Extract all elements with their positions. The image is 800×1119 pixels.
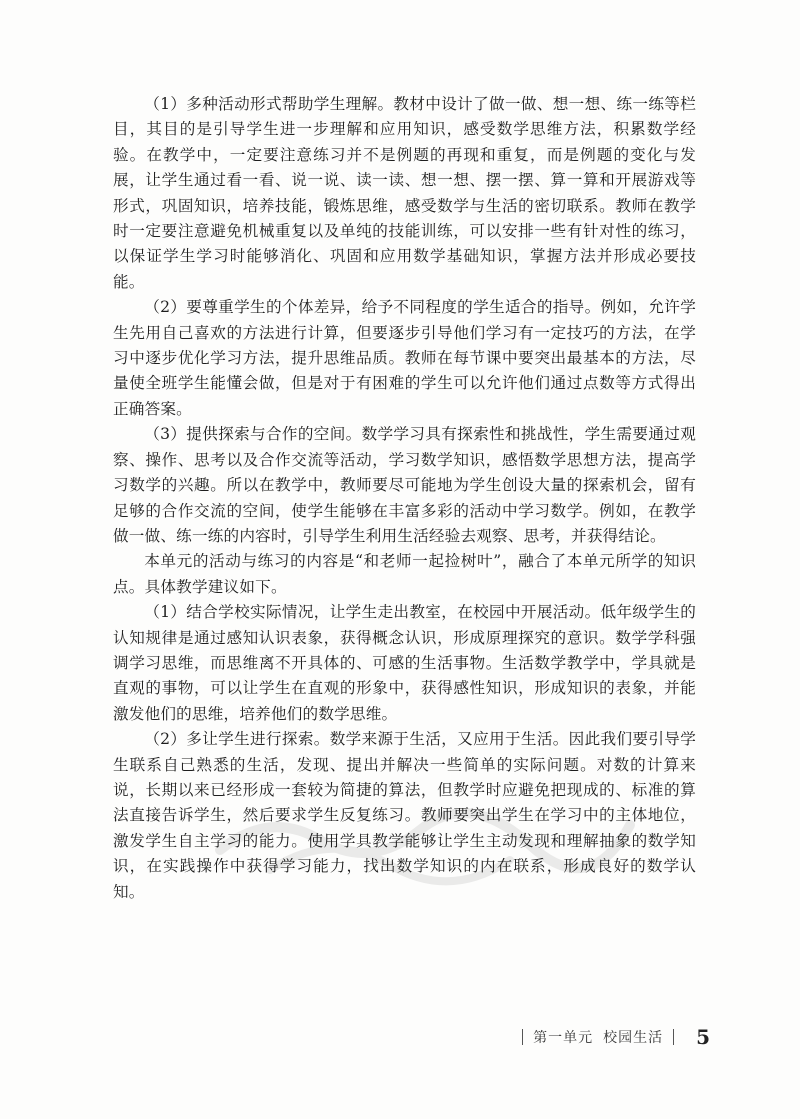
footer-divider-left [522, 1029, 523, 1045]
paragraph-exploration-space: （3）提供探索与合作的空间。数学学习具有探索性和挑战性，学生需要通过观察、操作、思考以及合作交流等活动，学习数学知识，感悟数学思想方法，提高学习数学的兴趣。所以在教学中，教师要尽可能地为学生创设大量的探索机会，留有足够的合作交流的空间，使学生能够在丰富多彩的活动中学习数学。例如，在教学做一做、练一练的内容时，引导学生利用生活经验去观察、思考，并获得结论。 [113, 425, 696, 545]
paragraph-student-exploration: （2）多让学生进行探索。数学来源于生活，又应用于生活。因此我们要引导学生联系自己熟悉的生活，发现、提出并解决一些简单的实际问题。对数的计算来说，长期以来已经形成一套较为简捷的算法，但教学时应避免把现成的、标准的算法直接告诉学生，然后要求学生反复练习。教师要突出学生在学习中的主体地位，激发学生自主学习的能力。使用学具教学能够让学生主动发现和理解抽象的数学知识，在实践操作中获得学习能力，找出数学知识的内在联系，形成良好的数学认知。 [113, 730, 696, 901]
page-number: 5 [696, 1025, 710, 1049]
body-text [113, 92, 696, 905]
paragraph-unit-activity-intro: 本单元的活动与练习的内容是“和老师一起捡树叶”，融合了本单元所学的知识点。具体教学建议如下。 [113, 552, 696, 596]
paragraph-outdoor-activity: （1）结合学校实际情况，让学生走出教室，在校园中开展活动。低年级学生的认知规律是通过感知认识表象，获得概念认识，形成原理探究的意识。数学学科强调学习思维，而思维离不开具体的、可感的生活事物。生活数学教学中，学具就是直观的事物，可以让学生在直观的形象中，获得感性知识，形成知识的表象，并能激发他们的思维，培养他们的数学思维。 [113, 603, 696, 723]
footer-divider-right [673, 1029, 674, 1045]
paragraph-individual-differences: （2）要尊重学生的个体差异，给予不同程度的学生适合的指导。例如，允许学生先用自己喜欢的方法进行计算，但要逐步引导他们学习有一定技巧的方法，在学习中逐步优化学习方法，提升思维品质。教师在每节课中要突出最基本的方法，尽量使全班学生能懂会做，但是对于有困难的学生可以允许他们通过点数等方式得出正确答案。 [113, 298, 696, 418]
footer-unit-label: 第一单元 [533, 1030, 594, 1046]
page-footer [512, 1022, 710, 1052]
footer-section-label: 校园生活 [603, 1030, 664, 1046]
paragraph-activity-forms: （1）多种活动形式帮助学生理解。教材中设计了做一做、想一想、练一练等栏目，其目的是引导学生进一步理解和应用知识，感受数学思维方法，积累数学经验。在教学中，一定要注意练习并不是例题的再现和重复，而是例题的变化与发展，让学生通过看一看、说一说、读一读、想一想、摆一摆、算一算和开展游戏等形式，巩固知识，培养技能，锻炼思维，感受数学与生活的密切联系。教师在教学时一定要注意避免机械重复以及单纯的技能训练，可以安排一些有针对性的练习，以保证学生学习时能够消化、巩固和应用数学基础知识，掌握方法并形成必要技能。 [113, 95, 696, 291]
